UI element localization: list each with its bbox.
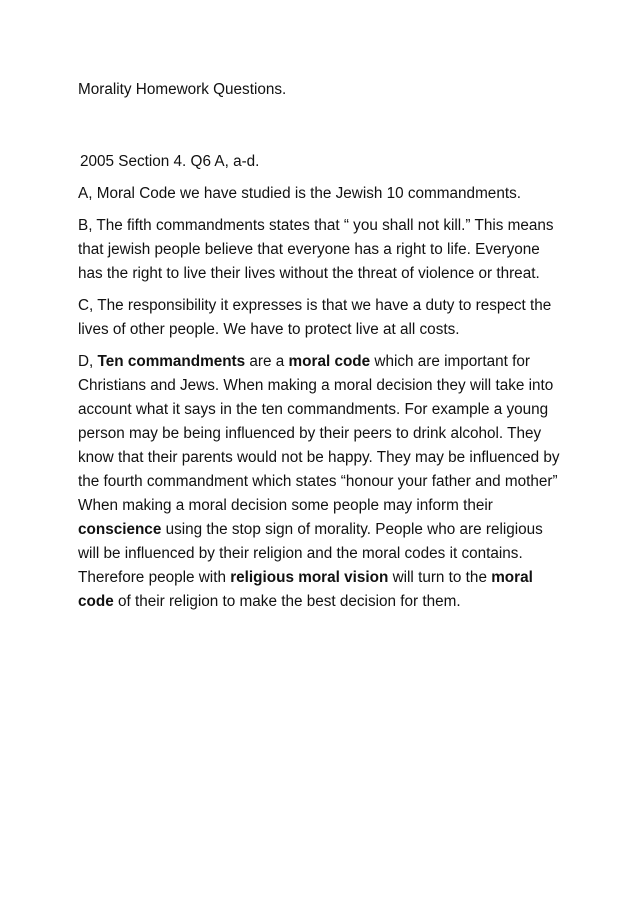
answer-d [78, 350, 568, 614]
bold-term: Ten commandments [97, 353, 246, 370]
answer-c: C, The responsibility it expresses is that we have a duty to respect the lives of other people. We have to protect live at all costs. [78, 297, 552, 338]
answer-b: B, The fifth commandments states that “ you shall not kill.” This means that jewish people believe that everyone has a right to life. Everyone has the right to live their lives without the threat of violence or threat. [78, 217, 554, 282]
bold-term: moral code [288, 353, 371, 370]
text-run: using the stop sign of morality. People who are religious will be influenced by their religion and the moral codes it contains. Therefore people with [78, 521, 543, 586]
answer-a: A, Moral Code we have studied is the Jewish 10 commandments. [78, 185, 521, 202]
document-title: Morality Homework Questions. [78, 81, 287, 98]
text-run: will turn to the [388, 569, 492, 586]
bold-term: religious moral vision [230, 569, 389, 586]
text-run: of their religion to make the best decision for them. [113, 593, 461, 610]
text-run: D, [78, 353, 98, 370]
question-reference: 2005 Section 4. Q6 A, a-d. [80, 153, 260, 170]
text-run: which are important for Christians and Jews. When making a moral decision they will take into account what it says in the ten commandments. For example a young person may be being influenced by their peers to drink alcohol. They know that their parents would not be happy. They may be influenced by the fourth commandment which states “honour your father and mother” When making a moral decision some people may inform their [78, 353, 560, 514]
bold-term: moral code [78, 569, 533, 610]
bold-term: conscience [78, 521, 162, 538]
document-page [78, 78, 568, 614]
text-run: are a [245, 353, 289, 370]
